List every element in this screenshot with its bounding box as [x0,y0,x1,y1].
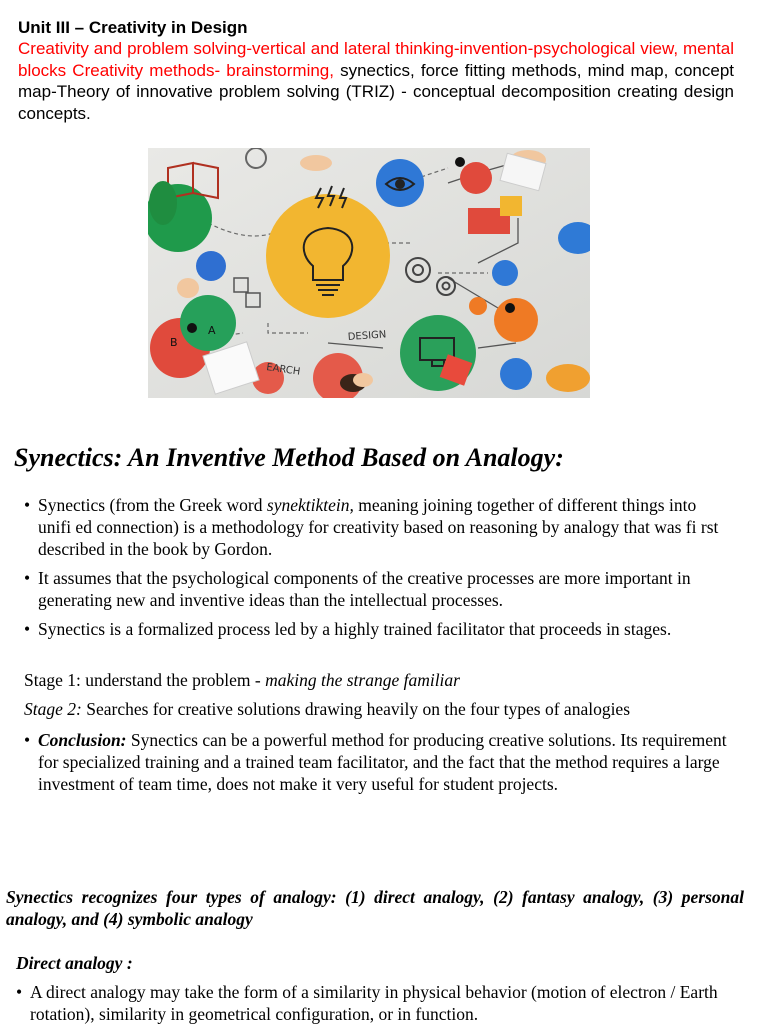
intro-black-text: synectics, force fitting methods, mind map, concept map-Theory of innovative problem solving (TRIZ) - conceptual decomposition creating design concepts. [18,60,735,123]
unit-title: Unit III – Creativity in Design [18,18,248,37]
bullet1-text-end: meaning joining together of different things into unifi ed connection) is a methodology for creativity based on reasoning by analogy that was fi rst described in the book by Gordon. [38,495,719,559]
blue-circle-left [196,251,226,281]
intro-red-text: Creativity and problem solving-vertical and lateral thinking-invention-psychological view, mental blocks Creativity methods- brainstorming, [18,39,734,80]
stage-2 [24,698,630,720]
bullet-synectics-definition [24,494,732,560]
bullet-psychological-components [24,567,732,611]
stage2-text: Searches for creative solutions drawing heavily on the four types of analogies [81,699,631,719]
bullet3-text: Synectics is a formalized process led by a highly trained facilitator that proceeds in stages. [38,619,672,639]
bullet2-text: It assumes that the psychological components of the creative processes are more important in generating new and inventive ideas than the intellectual processes. [38,568,691,610]
stage1-label: Stage 1: understand the problem - [24,670,266,690]
bullet-formalized-process [24,618,732,640]
bullet-dot: • [16,982,23,1002]
yellow-square [500,196,522,216]
green-circle-left [180,295,236,351]
orange-small-circle [469,297,487,315]
bullet-dot: • [24,495,31,515]
conclusion-text: Synectics can be a powerful method for producing creative solutions. Its requirement for specialized training and a trained team facilitator, and the fact that the method requires a large investment of team time, does not make it very useful for student projects. [38,730,727,794]
bullet-dot: • [24,568,31,588]
bullet1-greek-word: synektiktein, [266,495,354,515]
creativity-illustration [148,148,590,398]
direct-analogy-heading: Direct analogy : [16,953,133,973]
bullet-dot: • [24,619,31,639]
stage1-italic-text: making the strange familiar [265,670,460,690]
letter-b-label: B [170,336,178,349]
bullet1-text-start: Synectics (from the Greek word [38,495,267,515]
letter-a-label: A [208,324,216,337]
direct-analogy-text: A direct analogy may take the form of a similarity in physical behavior (motion of electron / Earth rotation), similarity in geometrical configuration, or in function. [30,982,718,1024]
blue-circle-lower-right [500,358,532,390]
conclusion-label: Conclusion: [38,730,127,750]
blue-circle-right [492,260,518,286]
bullet-dot: • [24,730,31,750]
search-label: EARCH [265,362,301,378]
design-label: DESIGN [347,329,387,343]
stage-1 [24,669,460,691]
stage2-label: Stage 2: [24,699,82,719]
orange-circle-right [494,298,538,342]
bullet-conclusion [24,729,732,795]
four-types-of-analogy: Synectics recognizes four types of analogy: (1) direct analogy, (2) fantasy analogy, (3) personal analogy, and (4) symbolic analogy [6,887,744,929]
synectics-heading: Synectics: An Inventive Method Based on Analogy: [14,443,564,472]
bullet-direct-analogy [16,981,736,1025]
lightbulb-circle [266,194,390,318]
red-circle-top-right [460,162,492,194]
unit-intro-paragraph [18,38,734,124]
